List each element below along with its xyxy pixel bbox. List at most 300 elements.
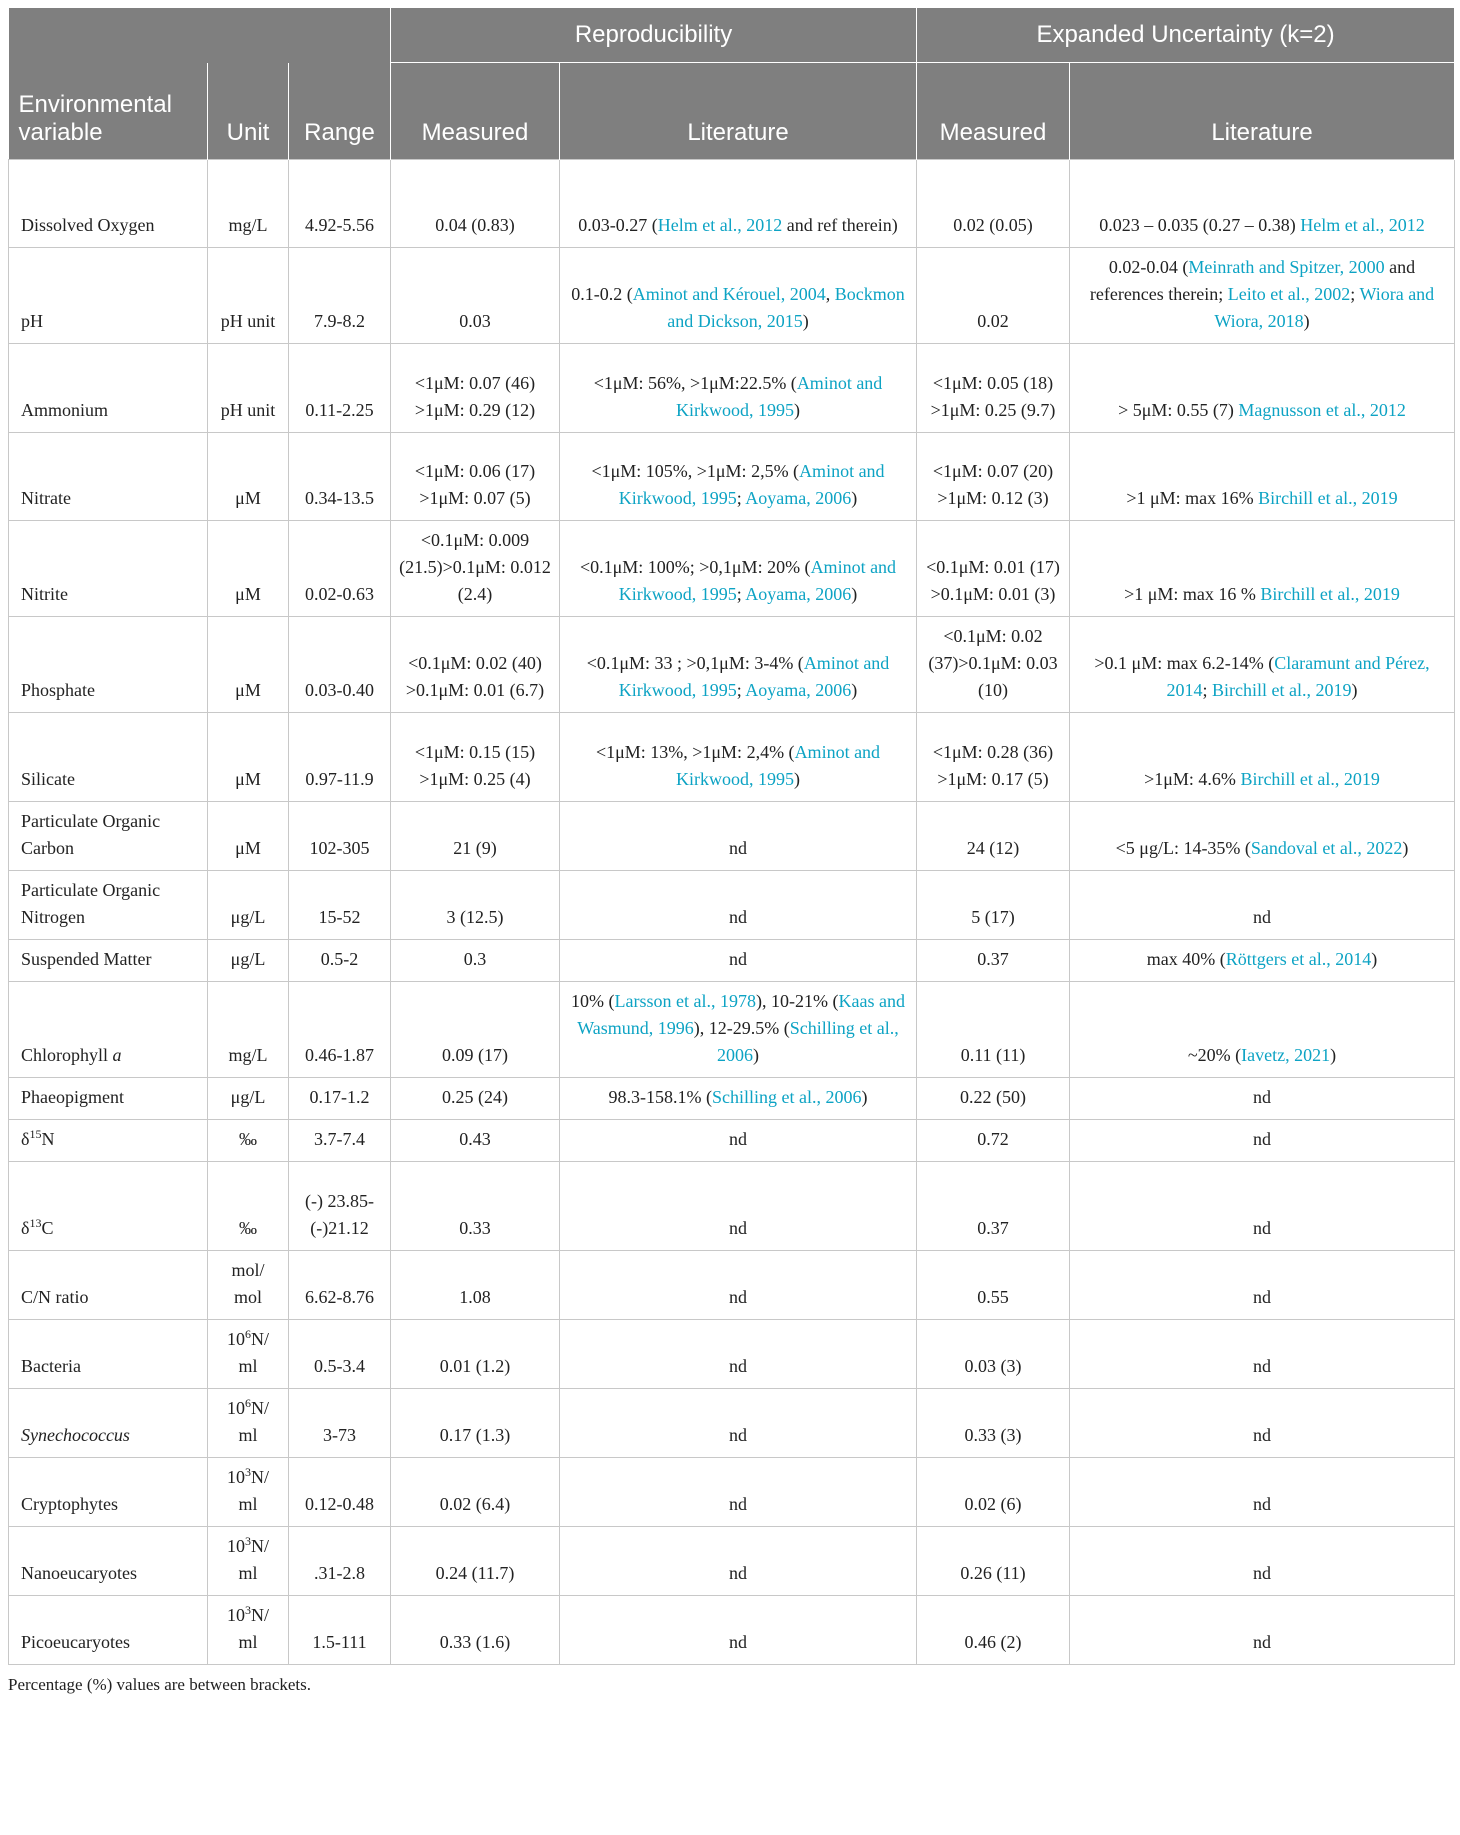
- citation-link[interactable]: Meinrath and Spitzer, 2000: [1188, 257, 1385, 277]
- unit-text: μM: [235, 769, 261, 789]
- range-cell: [289, 1389, 391, 1458]
- uncertainty-measured-cell: [917, 713, 1070, 802]
- table-header: [9, 8, 1455, 160]
- table-row: [9, 1596, 1455, 1665]
- reproducibility-literature-text: nd: [729, 838, 748, 858]
- table-container: [8, 8, 1454, 1695]
- uncertainty-literature-text: and references therein;: [1089, 257, 1416, 304]
- reproducibility-literature-text: ;: [736, 584, 746, 604]
- variable-italic-suffix: a: [108, 1045, 122, 1065]
- uncertainty-literature-cell: [1070, 1078, 1455, 1120]
- reproducibility-literature-text: 0.03-0.27 (: [578, 215, 658, 235]
- reproducibility-literature-text: ): [802, 311, 809, 331]
- unit-exponent: 6: [245, 1396, 251, 1410]
- reproducibility-literature-text: nd: [729, 1287, 748, 1307]
- uncertainty-measured-value: 24 (12): [966, 838, 1020, 858]
- uncertainty-measured-value: 0.37: [977, 949, 1009, 969]
- uncertainty-literature-cell: [1070, 433, 1455, 521]
- variable-cell: [9, 1527, 208, 1596]
- citation-link[interactable]: Aminot and Kirkwood, 1995: [618, 557, 897, 604]
- range-cell: [289, 871, 391, 940]
- range-cell: [289, 1527, 391, 1596]
- uncertainty-literature-cell: [1070, 802, 1455, 871]
- reproducibility-measured-value: 0.01 (1.2): [439, 1356, 511, 1376]
- reproducibility-literature-text: and ref therein): [782, 215, 898, 235]
- unit-cell: [208, 982, 289, 1078]
- citation-link[interactable]: Birchill et al., 2019: [1240, 769, 1380, 789]
- citation-link[interactable]: Leito et al., 2002: [1227, 284, 1351, 304]
- citation-link[interactable]: Wiora and Wiora, 2018: [1214, 284, 1435, 331]
- citation-link[interactable]: Aminot and Kirkwood, 1995: [676, 742, 881, 789]
- reproducibility-literature-text: nd: [729, 1218, 748, 1238]
- uncertainty-literature-text: nd: [1253, 1218, 1272, 1238]
- uncertainty-literature-cell: [1070, 344, 1455, 433]
- reproducibility-measured-value: 0.02 (6.4): [439, 1494, 511, 1514]
- variable-cell: [9, 344, 208, 433]
- uncertainty-measured-value: <1μM: 0.05 (18) >1μM: 0.25 (9.7): [930, 373, 1056, 420]
- reproducibility-literature-cell: [560, 1320, 917, 1389]
- uncertainty-measured-value: 0.37: [977, 1218, 1009, 1238]
- uncertainty-measured-cell: [917, 521, 1070, 617]
- uncertainty-measured-cell: [917, 1389, 1070, 1458]
- reproducibility-literature-text: nd: [729, 1356, 748, 1376]
- unit-text: N/ ml: [238, 1329, 269, 1376]
- reproducibility-literature-text: 10% (: [571, 991, 615, 1011]
- unit-cell: [208, 248, 289, 344]
- reproducibility-literature-text: ): [861, 1087, 868, 1107]
- reproducibility-literature-cell: [560, 1162, 917, 1251]
- variable-name: Dissolved Oxygen: [21, 215, 155, 235]
- reproducibility-literature-cell: [560, 1078, 917, 1120]
- uncertainty-literature-text: nd: [1253, 1129, 1272, 1149]
- range-value: (-) 23.85-(-)21.12: [305, 1191, 374, 1238]
- uncertainty-literature-text: nd: [1253, 1563, 1272, 1583]
- table-row: [9, 521, 1455, 617]
- reproducibility-measured-cell: [391, 1596, 560, 1665]
- col-reproducibility-literature: Literature: [560, 63, 917, 160]
- variable-name: Cryptophytes: [21, 1494, 118, 1514]
- uncertainty-measured-value: 0.02 (6): [964, 1494, 1022, 1514]
- range-value: 0.02-0.63: [305, 584, 374, 604]
- uncertainty-measured-value: 0.11 (11): [960, 1045, 1026, 1065]
- reproducibility-literature-text: nd: [729, 907, 748, 927]
- uncertainty-literature-text: >0.1 μM: max 6.2-14% (: [1094, 653, 1275, 673]
- reproducibility-measured-cell: [391, 1162, 560, 1251]
- range-value: 0.5-2: [320, 949, 359, 969]
- variable-cell: [9, 871, 208, 940]
- reproducibility-literature-cell: [560, 160, 917, 248]
- reproducibility-literature-cell: [560, 802, 917, 871]
- unit-text: N/ ml: [238, 1605, 269, 1652]
- citation-link[interactable]: Aminot and Kérouel, 2004: [632, 284, 826, 304]
- reproducibility-measured-cell: [391, 802, 560, 871]
- unit-exponent: 3: [245, 1465, 251, 1479]
- reproducibility-measured-cell: [391, 1120, 560, 1162]
- citation-link[interactable]: Iavetz, 2021: [1241, 1045, 1331, 1065]
- uncertainty-literature-cell: [1070, 1251, 1455, 1320]
- reproducibility-measured-value: <1μM: 0.15 (15) >1μM: 0.25 (4): [414, 742, 536, 789]
- citation-link[interactable]: Aminot and Kirkwood, 1995: [618, 461, 885, 508]
- uncertainty-literature-text: >1 μM: max 16 %: [1124, 584, 1261, 604]
- range-value: 0.11-2.25: [305, 400, 374, 420]
- uncertainty-measured-value: 0.22 (50): [960, 1087, 1027, 1107]
- table-row: [9, 1320, 1455, 1389]
- unit-cell: [208, 1596, 289, 1665]
- reproducibility-measured-cell: [391, 982, 560, 1078]
- reproducibility-literature-cell: [560, 1251, 917, 1320]
- uncertainty-table: [8, 8, 1455, 1665]
- uncertainty-literature-text: ): [1330, 1045, 1337, 1065]
- reproducibility-literature-text: ): [851, 584, 858, 604]
- table-row: [9, 940, 1455, 982]
- table-row: [9, 1162, 1455, 1251]
- reproducibility-literature-text: ): [794, 769, 801, 789]
- reproducibility-literature-text: <1μM: 13%, >1μM: 2,4% (: [595, 742, 795, 762]
- reproducibility-measured-value: 3 (12.5): [446, 907, 504, 927]
- uncertainty-measured-value: 0.02 (0.05): [953, 215, 1033, 235]
- table-row: [9, 713, 1455, 802]
- table-row: [9, 982, 1455, 1078]
- unit-base: 10: [227, 1536, 245, 1556]
- variable-name: Particulate Organic Nitrogen: [21, 880, 161, 927]
- range-cell: [289, 1596, 391, 1665]
- reproducibility-literature-text: nd: [729, 1563, 748, 1583]
- table-body: [9, 160, 1455, 1665]
- unit-cell: [208, 1458, 289, 1527]
- uncertainty-literature-text: ): [1303, 311, 1310, 331]
- uncertainty-measured-cell: [917, 940, 1070, 982]
- unit-cell: [208, 433, 289, 521]
- variable-cell: [9, 248, 208, 344]
- reproducibility-literature-cell: [560, 982, 917, 1078]
- unit-base: 10: [227, 1467, 245, 1487]
- range-cell: [289, 617, 391, 713]
- table-row: [9, 1078, 1455, 1120]
- reproducibility-literature-text: <1μM: 105%, >1μM: 2,5% (: [591, 461, 800, 481]
- unit-text: μM: [235, 488, 261, 508]
- unit-exponent: 3: [245, 1603, 251, 1617]
- uncertainty-literature-cell: [1070, 940, 1455, 982]
- reproducibility-measured-cell: [391, 1078, 560, 1120]
- unit-cell: [208, 1389, 289, 1458]
- reproducibility-measured-cell: [391, 940, 560, 982]
- table-row: [9, 1389, 1455, 1458]
- variable-name: δ: [21, 1218, 30, 1238]
- variable-cell: [9, 1458, 208, 1527]
- col-environmental-variable: Environmental variable: [9, 63, 208, 160]
- range-value: 0.5-3.4: [314, 1356, 365, 1376]
- reproducibility-measured-value: 0.04 (0.83): [435, 215, 515, 235]
- range-cell: [289, 713, 391, 802]
- uncertainty-measured-cell: [917, 1320, 1070, 1389]
- range-value: 0.46-1.87: [305, 1045, 374, 1065]
- uncertainty-literature-text: ): [1351, 680, 1358, 700]
- unit-cell: [208, 871, 289, 940]
- uncertainty-measured-cell: [917, 617, 1070, 713]
- reproducibility-literature-text: nd: [729, 1425, 748, 1445]
- unit-text: mg/L: [228, 215, 268, 235]
- uncertainty-measured-value: 0.33 (3): [964, 1425, 1022, 1445]
- reproducibility-literature-text: 0.1-0.2 (: [571, 284, 633, 304]
- reproducibility-literature-text: ), 12-29.5% (: [693, 1018, 790, 1038]
- unit-exponent: 6: [245, 1327, 251, 1341]
- uncertainty-measured-value: 0.55: [977, 1287, 1009, 1307]
- reproducibility-measured-cell: [391, 344, 560, 433]
- unit-cell: [208, 1120, 289, 1162]
- col-uncertainty-literature: Literature: [1070, 63, 1455, 160]
- reproducibility-measured-value: 0.03: [459, 311, 491, 331]
- variable-name: Synechococcus: [21, 1425, 130, 1445]
- table-row: [9, 1251, 1455, 1320]
- unit-base: 10: [227, 1329, 245, 1349]
- uncertainty-literature-text: nd: [1253, 907, 1272, 927]
- variable-name: Ammonium: [21, 400, 109, 420]
- range-cell: [289, 433, 391, 521]
- citation-link[interactable]: Bockmon and Dickson, 2015: [667, 284, 905, 331]
- variable-cell: [9, 713, 208, 802]
- citation-link[interactable]: Aminot and Kirkwood, 1995: [618, 653, 890, 700]
- range-cell: [289, 802, 391, 871]
- unit-text: ‰: [239, 1218, 257, 1238]
- reproducibility-measured-value: <0.1μM: 0.009 (21.5)>0.1μM: 0.012 (2.4): [399, 530, 551, 604]
- reproducibility-literature-text: <0.1μM: 33 ; >0,1μM: 3-4% (: [586, 653, 804, 673]
- reproducibility-literature-cell: [560, 1389, 917, 1458]
- reproducibility-measured-value: 0.3: [463, 949, 487, 969]
- citation-link[interactable]: Birchill et al., 2019: [1260, 584, 1400, 604]
- uncertainty-measured-cell: [917, 982, 1070, 1078]
- reproducibility-literature-text: ;: [736, 680, 746, 700]
- unit-base: 10: [227, 1605, 245, 1625]
- range-value: 3.7-7.4: [314, 1129, 365, 1149]
- unit-cell: [208, 1251, 289, 1320]
- range-cell: [289, 1251, 391, 1320]
- variable-cell: [9, 1162, 208, 1251]
- range-cell: [289, 160, 391, 248]
- unit-text: μM: [235, 838, 261, 858]
- uncertainty-literature-cell: [1070, 521, 1455, 617]
- reproducibility-measured-value: 0.25 (24): [442, 1087, 509, 1107]
- unit-cell: [208, 521, 289, 617]
- uncertainty-measured-value: <0.1μM: 0.02 (37)>0.1μM: 0.03 (10): [928, 626, 1058, 700]
- unit-text: μM: [235, 584, 261, 604]
- citation-link[interactable]: Aoyama, 2006: [745, 584, 852, 604]
- unit-exponent: 3: [245, 1534, 251, 1548]
- table-row: [9, 1120, 1455, 1162]
- reproducibility-literature-text: 98.3-158.1% (: [608, 1087, 713, 1107]
- range-value: 0.34-13.5: [305, 488, 374, 508]
- unit-text: ‰: [239, 1129, 257, 1149]
- uncertainty-measured-cell: [917, 802, 1070, 871]
- reproducibility-literature-cell: [560, 521, 917, 617]
- variable-cell: [9, 982, 208, 1078]
- isotope-superscript: 15: [29, 1127, 42, 1141]
- reproducibility-measured-cell: [391, 1320, 560, 1389]
- range-value: 0.12-0.48: [305, 1494, 374, 1514]
- range-value: 1.5-111: [312, 1632, 367, 1652]
- uncertainty-literature-text: nd: [1253, 1287, 1272, 1307]
- variable-cell: [9, 802, 208, 871]
- unit-text: μg/L: [230, 949, 266, 969]
- variable-name: pH: [21, 311, 43, 331]
- variable-name: δ: [21, 1129, 30, 1149]
- reproducibility-measured-cell: [391, 521, 560, 617]
- range-value: 102-305: [309, 838, 370, 858]
- variable-name-suffix: C: [41, 1218, 54, 1238]
- variable-name: Nanoeucaryotes: [21, 1563, 137, 1583]
- reproducibility-measured-value: 0.24 (11.7): [435, 1563, 515, 1583]
- variable-cell: [9, 1120, 208, 1162]
- reproducibility-literature-text: ;: [736, 488, 746, 508]
- table-row: [9, 344, 1455, 433]
- uncertainty-literature-text: nd: [1253, 1087, 1272, 1107]
- range-value: 0.97-11.9: [305, 769, 374, 789]
- uncertainty-measured-value: <1μM: 0.07 (20) >1μM: 0.12 (3): [932, 461, 1054, 508]
- uncertainty-literature-cell: [1070, 617, 1455, 713]
- citation-link[interactable]: Claramunt and Pérez, 2014: [1166, 653, 1430, 700]
- citation-link[interactable]: Sandoval et al., 2022: [1250, 838, 1403, 858]
- unit-cell: [208, 160, 289, 248]
- reproducibility-literature-text: nd: [729, 1129, 748, 1149]
- uncertainty-measured-cell: [917, 433, 1070, 521]
- uncertainty-measured-value: 0.26 (11): [960, 1563, 1026, 1583]
- variable-cell: [9, 1078, 208, 1120]
- reproducibility-measured-value: <0.1μM: 0.02 (40) >0.1μM: 0.01 (6.7): [405, 653, 545, 700]
- uncertainty-measured-cell: [917, 871, 1070, 940]
- table-row: [9, 1527, 1455, 1596]
- reproducibility-measured-cell: [391, 1389, 560, 1458]
- citation-link[interactable]: Schilling et al., 2006: [712, 1087, 862, 1107]
- col-uncertainty-measured: Measured: [917, 63, 1070, 160]
- reproducibility-measured-cell: [391, 1251, 560, 1320]
- reproducibility-measured-value: 0.33: [459, 1218, 491, 1238]
- reproducibility-literature-cell: [560, 248, 917, 344]
- header-empty: [9, 8, 391, 63]
- range-value: 0.17-1.2: [309, 1087, 370, 1107]
- unit-text: μg/L: [230, 1087, 266, 1107]
- variable-name: Bacteria: [21, 1356, 81, 1376]
- table-row: [9, 871, 1455, 940]
- reproducibility-measured-value: <1μM: 0.07 (46) >1μM: 0.29 (12): [414, 373, 536, 420]
- uncertainty-literature-text: 0.023 – 0.035 (0.27 – 0.38): [1099, 215, 1301, 235]
- variable-name: C/N ratio: [21, 1287, 89, 1307]
- unit-text: pH unit: [220, 400, 276, 420]
- unit-cell: [208, 940, 289, 982]
- col-range: Range: [289, 63, 391, 160]
- unit-base: 10: [227, 1398, 245, 1418]
- reproducibility-literature-text: ), 10-21% (: [756, 991, 839, 1011]
- uncertainty-literature-text: nd: [1253, 1632, 1272, 1652]
- uncertainty-literature-text: ~20% (: [1187, 1045, 1242, 1065]
- uncertainty-measured-value: 0.46 (2): [964, 1632, 1022, 1652]
- variable-name: Phaeopigment: [21, 1087, 124, 1107]
- uncertainty-literature-cell: [1070, 982, 1455, 1078]
- variable-name: Silicate: [21, 769, 75, 789]
- reproducibility-literature-cell: [560, 713, 917, 802]
- range-cell: [289, 521, 391, 617]
- citation-link[interactable]: Birchill et al., 2019: [1212, 680, 1352, 700]
- col-reproducibility-measured: Measured: [391, 63, 560, 160]
- uncertainty-measured-cell: [917, 1596, 1070, 1665]
- variable-name: Nitrite: [21, 584, 68, 604]
- reproducibility-measured-value: 0.43: [459, 1129, 491, 1149]
- reproducibility-measured-cell: [391, 871, 560, 940]
- variable-cell: [9, 1596, 208, 1665]
- citation-link[interactable]: Larsson et al., 1978: [614, 991, 757, 1011]
- citation-link[interactable]: Kaas and Wasmund, 1996: [577, 991, 905, 1038]
- uncertainty-literature-cell: [1070, 713, 1455, 802]
- reproducibility-measured-cell: [391, 617, 560, 713]
- uncertainty-measured-cell: [917, 1458, 1070, 1527]
- uncertainty-measured-value: 0.72: [977, 1129, 1009, 1149]
- citation-link[interactable]: Magnusson et al., 2012: [1238, 400, 1406, 420]
- citation-link[interactable]: Helm et al., 2012: [657, 215, 783, 235]
- uncertainty-measured-value: <0.1μM: 0.01 (17) >0.1μM: 0.01 (3): [926, 557, 1060, 604]
- variable-name: Nitrate: [21, 488, 71, 508]
- uncertainty-literature-cell: [1070, 1320, 1455, 1389]
- unit-cell: [208, 1527, 289, 1596]
- reproducibility-measured-cell: [391, 160, 560, 248]
- citation-link[interactable]: Röttgers et al., 2014: [1225, 949, 1372, 969]
- uncertainty-literature-text: ;: [1202, 680, 1213, 700]
- range-cell: [289, 982, 391, 1078]
- citation-link[interactable]: Aoyama, 2006: [745, 680, 852, 700]
- unit-text: μg/L: [230, 907, 266, 927]
- isotope-superscript: 13: [29, 1216, 42, 1230]
- variable-cell: [9, 433, 208, 521]
- citation-link[interactable]: Aminot and Kirkwood, 1995: [676, 373, 883, 420]
- reproducibility-literature-cell: [560, 940, 917, 982]
- table-row: [9, 248, 1455, 344]
- reproducibility-literature-text: nd: [729, 949, 748, 969]
- variable-name-suffix: N: [41, 1129, 55, 1149]
- table-footnote: Percentage (%) values are between brackets.: [8, 1675, 312, 1694]
- uncertainty-measured-cell: [917, 1120, 1070, 1162]
- reproducibility-literature-cell: [560, 344, 917, 433]
- citation-link[interactable]: Helm et al., 2012: [1300, 215, 1425, 235]
- range-cell: [289, 344, 391, 433]
- reproducibility-measured-value: 1.08: [459, 1287, 491, 1307]
- reproducibility-literature-text: ): [794, 400, 801, 420]
- citation-link[interactable]: Schilling et al., 2006: [717, 1018, 899, 1065]
- uncertainty-literature-text: 0.02-0.04 (: [1108, 257, 1189, 277]
- uncertainty-measured-cell: [917, 1078, 1070, 1120]
- uncertainty-literature-cell: [1070, 1120, 1455, 1162]
- unit-text: mol/ mol: [231, 1260, 265, 1307]
- table-row: [9, 160, 1455, 248]
- uncertainty-literature-cell: [1070, 160, 1455, 248]
- uncertainty-literature-cell: [1070, 1458, 1455, 1527]
- range-value: 0.03-0.40: [305, 680, 374, 700]
- uncertainty-literature-text: max 40% (: [1146, 949, 1226, 969]
- reproducibility-measured-cell: [391, 1458, 560, 1527]
- reproducibility-measured-cell: [391, 248, 560, 344]
- citation-link[interactable]: Birchill et al., 2019: [1258, 488, 1398, 508]
- citation-link[interactable]: Aoyama, 2006: [745, 488, 852, 508]
- reproducibility-literature-text: <0.1μM: 100%; >0,1μM: 20% (: [579, 557, 811, 577]
- unit-cell: [208, 1162, 289, 1251]
- uncertainty-literature-cell: [1070, 1596, 1455, 1665]
- reproducibility-literature-cell: [560, 433, 917, 521]
- reproducibility-literature-cell: [560, 1120, 917, 1162]
- uncertainty-literature-text: nd: [1253, 1425, 1272, 1445]
- range-cell: [289, 248, 391, 344]
- header-expanded-uncertainty: Expanded Uncertainty (k=2): [917, 8, 1455, 63]
- uncertainty-literature-text: ): [1402, 838, 1409, 858]
- uncertainty-literature-text: <5 μg/L: 14-35% (: [1115, 838, 1251, 858]
- range-cell: [289, 1120, 391, 1162]
- reproducibility-measured-value: <1μM: 0.06 (17) >1μM: 0.07 (5): [414, 461, 536, 508]
- reproducibility-measured-value: 21 (9): [453, 838, 497, 858]
